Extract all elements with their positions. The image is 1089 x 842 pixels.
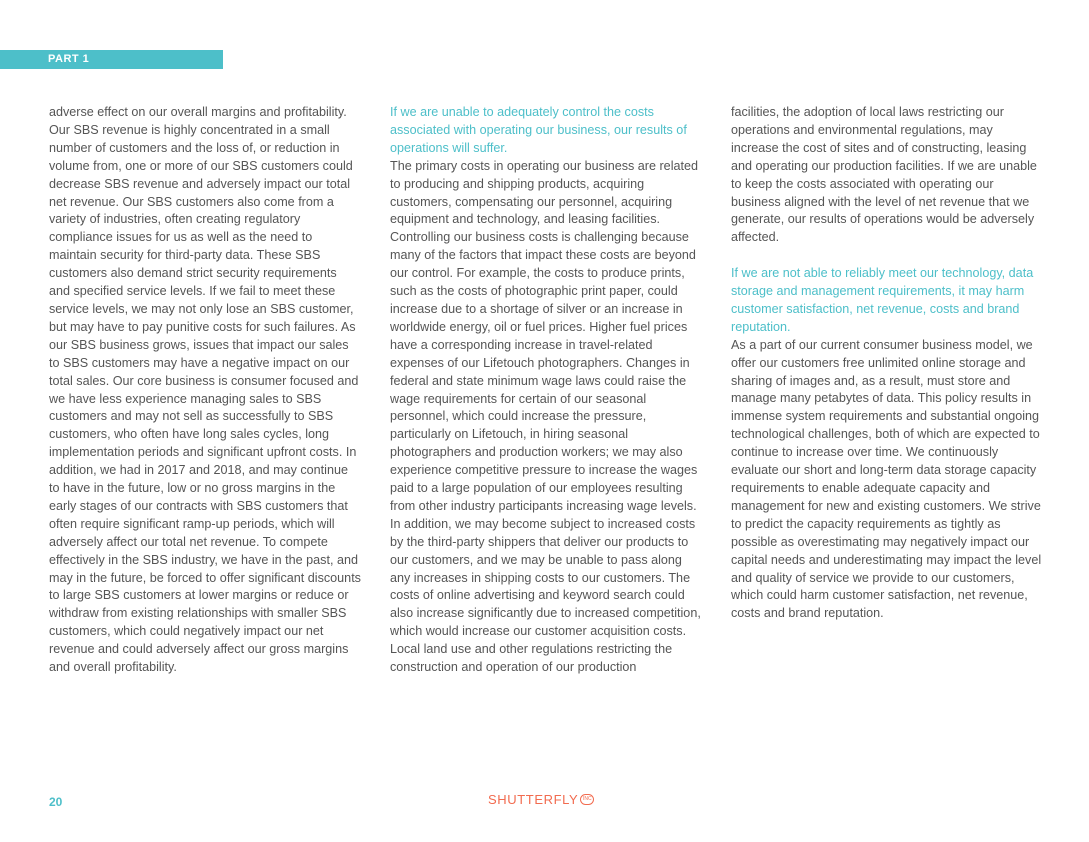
part-label-bar [0,50,223,69]
section-heading: If we are unable to adequately control the costs associated with operating our business, our results of operations will suffer. [390,105,687,155]
body-paragraph: As a part of our current consumer business model, we offer our customers free unlimited online storage and sharing of images and, as a result, must store and manage many petabytes of data. This policy results in immense system requirements and substantial ongoing technological challenges, both of which are expected to continue to increase over time. We continuously evaluate our short and long-term data storage capacity requirements to enable adequate capacity and management for new and existing customers. We strive to predict the capacity requirements as tightly as possible as overestimating may negatively impact our capital needs and underestimating may impact the level and quality of service we provide to our customers, which could harm customer satisfaction, net revenue, costs and brand reputation. [731,337,1042,621]
text-column-2 [390,104,702,677]
body-paragraph: The primary costs in operating our business are related to producing and shipping products, acquiring customers, compensating our personnel, acquiring equipment and technology, and leasing facilities. Controlling our business costs is challenging because many of the factors that impact these costs are beyond our control. For example, the costs to produce prints, such as the costs of photographic print paper, could increase due to a shortage of silver or an increase in worldwide energy, oil or fuel prices. Higher fuel prices have a corresponding increase in travel-related expenses of our Lifetouch photographers. Changes in federal and state minimum wage laws could raise the wage requirements for certain of our seasonal personnel, which could increase the pressure, particularly on Lifetouch, in hiring seasonal photographers and production workers; we may also experience competitive pressure to increase the wages paid to a large population of our employees resulting from other industry participants increasing wage levels. In addition, we may become subject to increased costs by the third-party shippers that deliver our products to our customers, and we may be unable to pass along any increases in shipping costs to our customers. The costs of online advertising and keyword search could also increase significantly due to increased competition, which would increase our customer acquisition costs. Local land use and other regulations restricting the construction and operation of our production [390,158,701,675]
logo-inc-badge: INC [580,794,594,805]
section-heading: If we are not able to reliably meet our technology, data storage and management requirements, it may harm customer satisfaction, net revenue, costs and brand reputation. [731,266,1034,334]
page-number: 20 [49,795,63,809]
body-paragraph: adverse effect on our overall margins and profitability. Our SBS revenue is highly concentrated in a small number of customers and the loss of, or reduction in volume from, one or more of our SBS customers could decrease SBS revenue and adversely impact our total net revenue. Our SBS customers also come from a variety of industries, often creating regulatory compliance issues for us as well as the need to maintain security for third-party data. These SBS customers also demand strict security requirements and specified service levels. If we fail to meet these service levels, we may not only lose an SBS customer, but may have to pay punitive costs for such failures. As our SBS business grows, issues that impact our sales to SBS customers may have a negative impact on our total sales. Our core business is consumer focused and we have less experience managing sales to SBS customers and may not sell as successfully to SBS customers, who often have long sales cycles, long implementation periods and significant upfront costs. In addition, we had in 2017 and 2018, and may continue to have in the future, low or no gross margins in the early stages of our contracts with SBS customers that often require significant ramp-up periods, which will adversely affect our total net revenue. To compete effectively in the SBS industry, we have in the past, and may in the future, be forced to offer significant discounts to large SBS customers at lower margins or reduce or withdraw from existing relationships with smaller SBS customers, which could negatively impact our net revenue and could adversely affect our gross margins and overall profitability. [49,105,361,675]
logo-text: SHUTTERFLY [488,792,579,807]
body-paragraph: facilities, the adoption of local laws restricting our operations and environmental regulations, may increase the cost of sites and of constructing, leasing and operating our production facilities. If we are unable to keep the costs associated with operating our business aligned with the level of net revenue that we generate, our results of operations would be adversely affected. [731,105,1037,245]
text-column-1 [49,104,361,677]
shutterfly-logo [488,792,594,807]
part-label: PART 1 [48,53,90,65]
text-column-3 [731,104,1043,623]
